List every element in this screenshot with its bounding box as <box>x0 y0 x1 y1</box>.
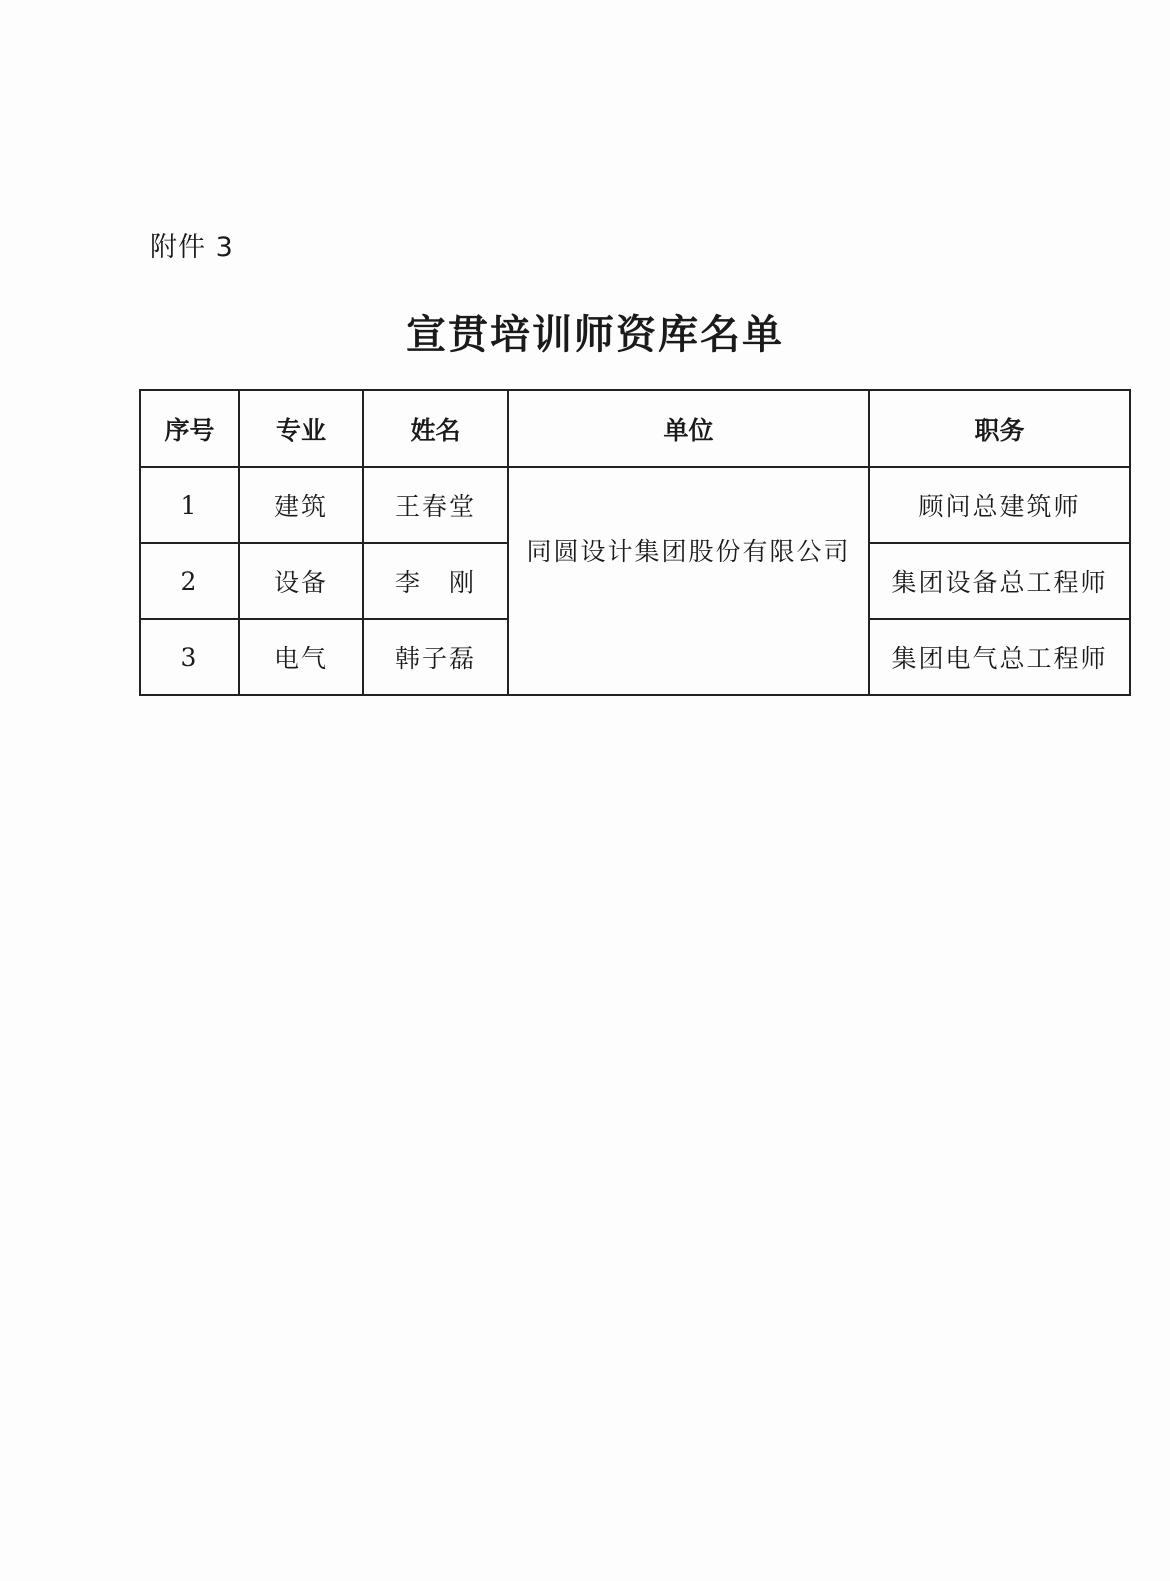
cell-position: 顾问总建筑师 <box>869 467 1130 543</box>
header-position: 职务 <box>869 390 1130 467</box>
table-header-row <box>140 390 1130 467</box>
cell-specialty: 电气 <box>239 619 363 695</box>
cell-index: 1 <box>140 467 239 543</box>
cell-name: 李 刚 <box>363 543 508 619</box>
cell-position: 集团电气总工程师 <box>869 619 1130 695</box>
cell-unit: 同圆设计集团股份有限公司 <box>508 467 869 695</box>
cell-index: 2 <box>140 543 239 619</box>
cell-index: 3 <box>140 619 239 695</box>
document-title: 宣贯培训师资库名单 <box>406 311 784 358</box>
cell-specialty: 建筑 <box>239 467 363 543</box>
cell-position: 集团设备总工程师 <box>869 543 1130 619</box>
table-row <box>140 467 1130 543</box>
header-unit: 单位 <box>508 390 869 467</box>
header-specialty: 专业 <box>239 390 363 467</box>
attachment-label: 附件 3 <box>150 232 234 263</box>
header-name: 姓名 <box>363 390 508 467</box>
trainer-roster-table <box>139 389 1131 696</box>
cell-name: 王春堂 <box>363 467 508 543</box>
header-index: 序号 <box>140 390 239 467</box>
cell-name: 韩子磊 <box>363 619 508 695</box>
cell-specialty: 设备 <box>239 543 363 619</box>
